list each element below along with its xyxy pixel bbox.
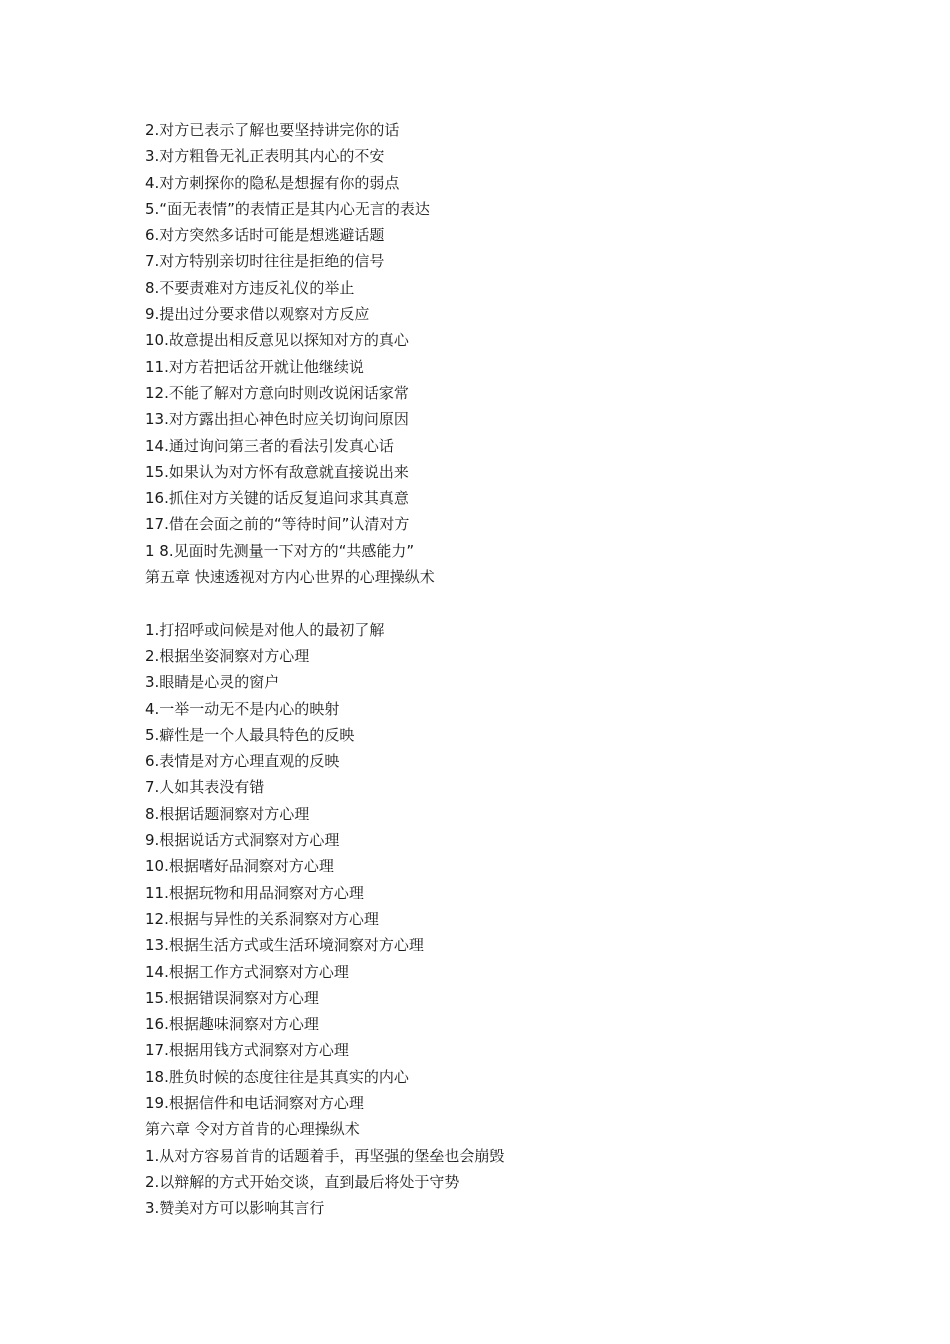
list-item: 17.根据用钱方式洞察对方心理 (145, 1041, 349, 1060)
list-item: 15.如果认为对方怀有敌意就直接说出来 (145, 462, 409, 481)
list-item: 10.根据嗜好品洞察对方心理 (145, 857, 334, 876)
chapter6-list (145, 1143, 845, 1222)
list-item: 2.以辩解的方式开始交谈，直到最后将处于守势 (145, 1172, 460, 1191)
list-item: 17.借在会面之前的“等待时间”认清对方 (145, 515, 410, 534)
chapter-heading: 第六章 令对方首肯的心理操纵术 (145, 1120, 360, 1139)
list-item: 8.根据话题洞察对方心理 (145, 804, 310, 823)
list-item: 12.根据与异性的关系洞察对方心理 (145, 909, 379, 928)
list-item: 9.根据说话方式洞察对方心理 (145, 831, 340, 850)
list-item: 9.提出过分要求借以观察对方反应 (145, 305, 370, 324)
list-item: 1.从对方容易首肯的话题着手，再坚强的堡垒也会崩毁 (145, 1146, 505, 1165)
list-item: 2.根据坐姿洞察对方心理 (145, 646, 310, 665)
blank-line (145, 590, 845, 616)
list-item: 16.根据趣味洞察对方心理 (145, 1015, 319, 1034)
list-item: 16.抓住对方关键的话反复追问求其真意 (145, 489, 409, 508)
list-item: 2.对方已表示了解也要坚持讲完你的话 (145, 121, 400, 139)
list-item: 11.对方若把话岔开就让他继续说 (145, 357, 364, 376)
section1-list (145, 117, 845, 564)
chapter-heading: 第五章 快速透视对方内心世界的心理操纵术 (145, 568, 435, 587)
list-item: 8.不要责难对方违反礼仪的举止 (145, 278, 355, 297)
list-item: 18.胜负时候的态度往往是其真实的内心 (145, 1067, 409, 1086)
list-item: 7.人如其表没有错 (145, 778, 265, 797)
list-item: 5.“面无表情”的表情正是其内心无言的表达 (145, 199, 430, 218)
list-item: 12.不能了解对方意向时则改说闲话家常 (145, 383, 409, 402)
list-item: 3.赞美对方可以影响其言行 (145, 1199, 325, 1218)
list-item: 4.一举一动无不是内心的映射 (145, 699, 340, 718)
list-item: 14.根据工作方式洞察对方心理 (145, 962, 349, 981)
chapter5-list (145, 617, 845, 1117)
list-item: 7.对方特别亲切时往往是拒绝的信号 (145, 252, 385, 271)
list-item: 1 8.见面时先测量一下对方的“共感能力” (145, 541, 415, 560)
list-item: 14.通过询问第三者的看法引发真心话 (145, 436, 394, 455)
list-item: 6.对方突然多话时可能是想逃避话题 (145, 226, 385, 245)
list-item: 6.表情是对方心理直观的反映 (145, 752, 340, 771)
list-item: 13.对方露出担心神色时应关切询问原因 (145, 410, 409, 429)
list-item: 3.眼睛是心灵的窗户 (145, 673, 280, 692)
list-item: 11.根据玩物和用品洞察对方心理 (145, 883, 364, 902)
list-item: 4.对方刺探你的隐私是想握有你的弱点 (145, 173, 400, 192)
list-item: 3.对方粗鲁无礼正表明其内心的不安 (145, 147, 385, 166)
list-item: 13.根据生活方式或生活环境洞察对方心理 (145, 936, 424, 955)
list-item: 5.癖性是一个人最具特色的反映 (145, 725, 355, 744)
list-item: 15.根据错误洞察对方心理 (145, 988, 319, 1007)
document-body (145, 117, 845, 1221)
list-item: 10.故意提出相反意见以探知对方的真心 (145, 331, 409, 350)
list-item: 1.打招呼或问候是对他人的最初了解 (145, 620, 385, 639)
list-item: 19.根据信件和电话洞察对方心理 (145, 1093, 364, 1112)
